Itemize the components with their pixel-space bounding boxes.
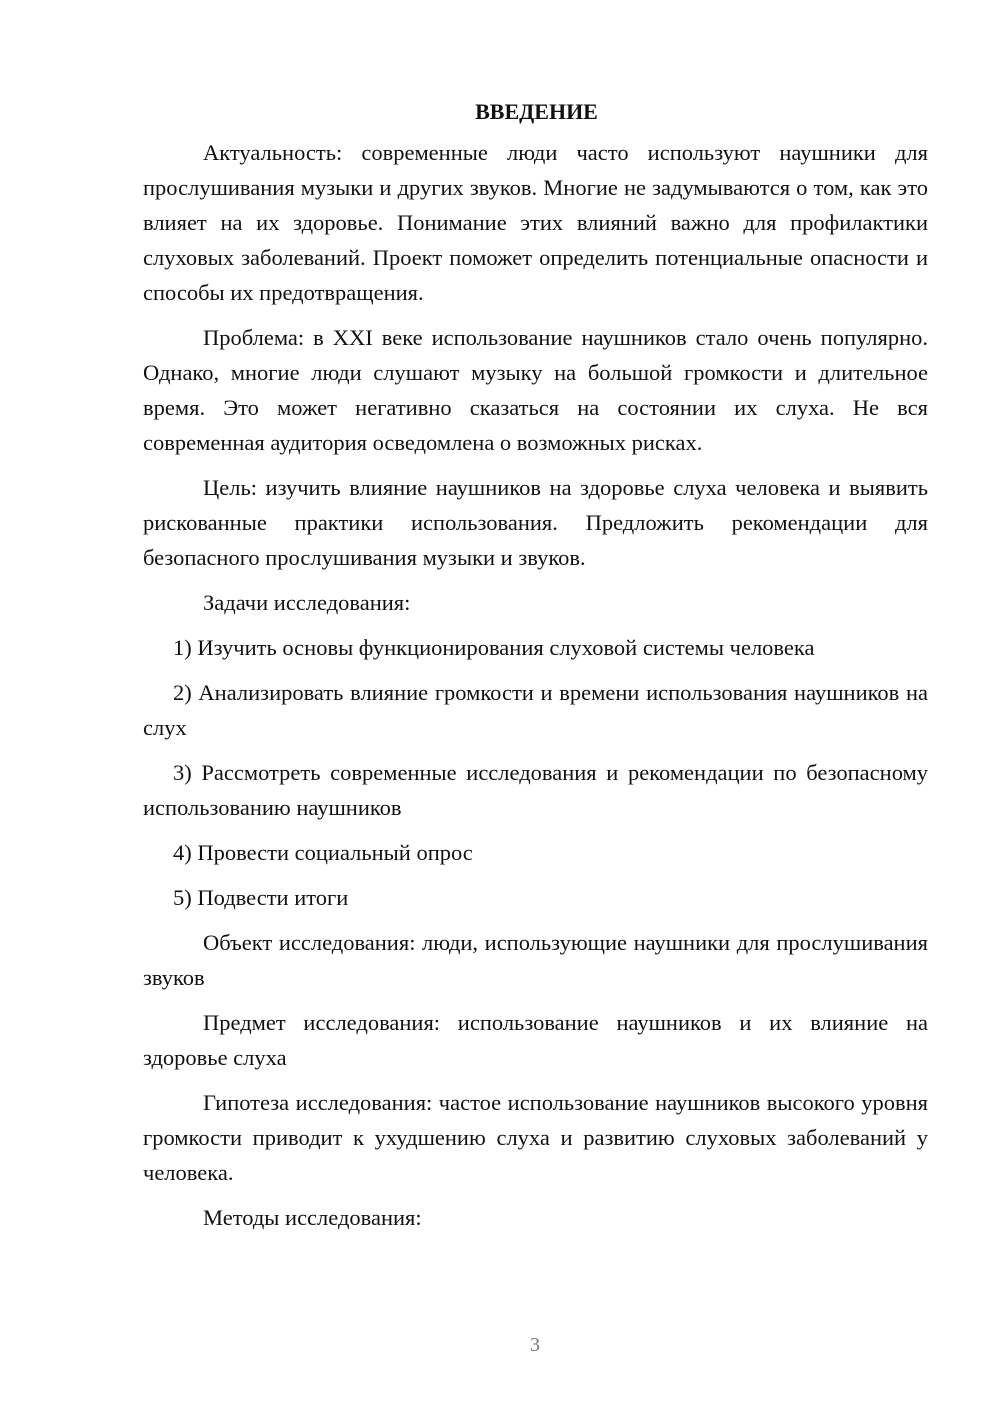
task-item-4: 4) Провести социальный опрос [173,840,473,865]
hypothesis-paragraph: Гипотеза исследования: частое использование наушников высокого уровня громкости приводит к ухудшению слуха и развитию слуховых заболеваний у человека. [143,1090,928,1185]
task-item-2: 2) Анализировать влияние громкости и времени использования наушников на слух [143,680,928,740]
page-content [143,94,928,1245]
tasks-heading: Задачи исследования: [203,590,411,615]
task-item-5: 5) Подвести итоги [173,885,349,910]
methods-heading: Методы исследования: [203,1205,422,1230]
object-paragraph: Объект исследования: люди, использующие наушники для прослушивания звуков [143,930,928,990]
task-item-1: 1) Изучить основы функционирования слуховой системы человека [173,635,815,660]
subject-paragraph: Предмет исследования: использование наушников и их влияние на здоровье слуха [143,1010,928,1070]
task-item-3: 3) Рассмотреть современные исследования и рекомендации по безопасному использованию наушников [143,760,928,820]
section-title: ВВЕДЕНИЕ [475,99,598,124]
relevance-paragraph: Актуальность: современные люди часто используют наушники для прослушивания музыки и других звуков. Многие не задумываются о том, как это влияет на их здоровье. Понимание этих влияний важно для профилактики слуховых заболеваний. Проект поможет определить потенциальные опасности и способы их предотвращения. [143,140,928,305]
page-number: 3 [530,1334,540,1356]
problem-paragraph: Проблема: в XXI веке использование наушников стало очень популярно. Однако, многие люди слушают музыку на большой громкости и длительное время. Это может негативно сказаться на состоянии их слуха. Не вся современная аудитория осведомлена о возможных рисках. [143,325,928,455]
goal-paragraph: Цель: изучить влияние наушников на здоровье слуха человека и выявить рискованные практики использования. Предложить рекомендации для безопасного прослушивания музыки и звуков. [143,475,928,570]
